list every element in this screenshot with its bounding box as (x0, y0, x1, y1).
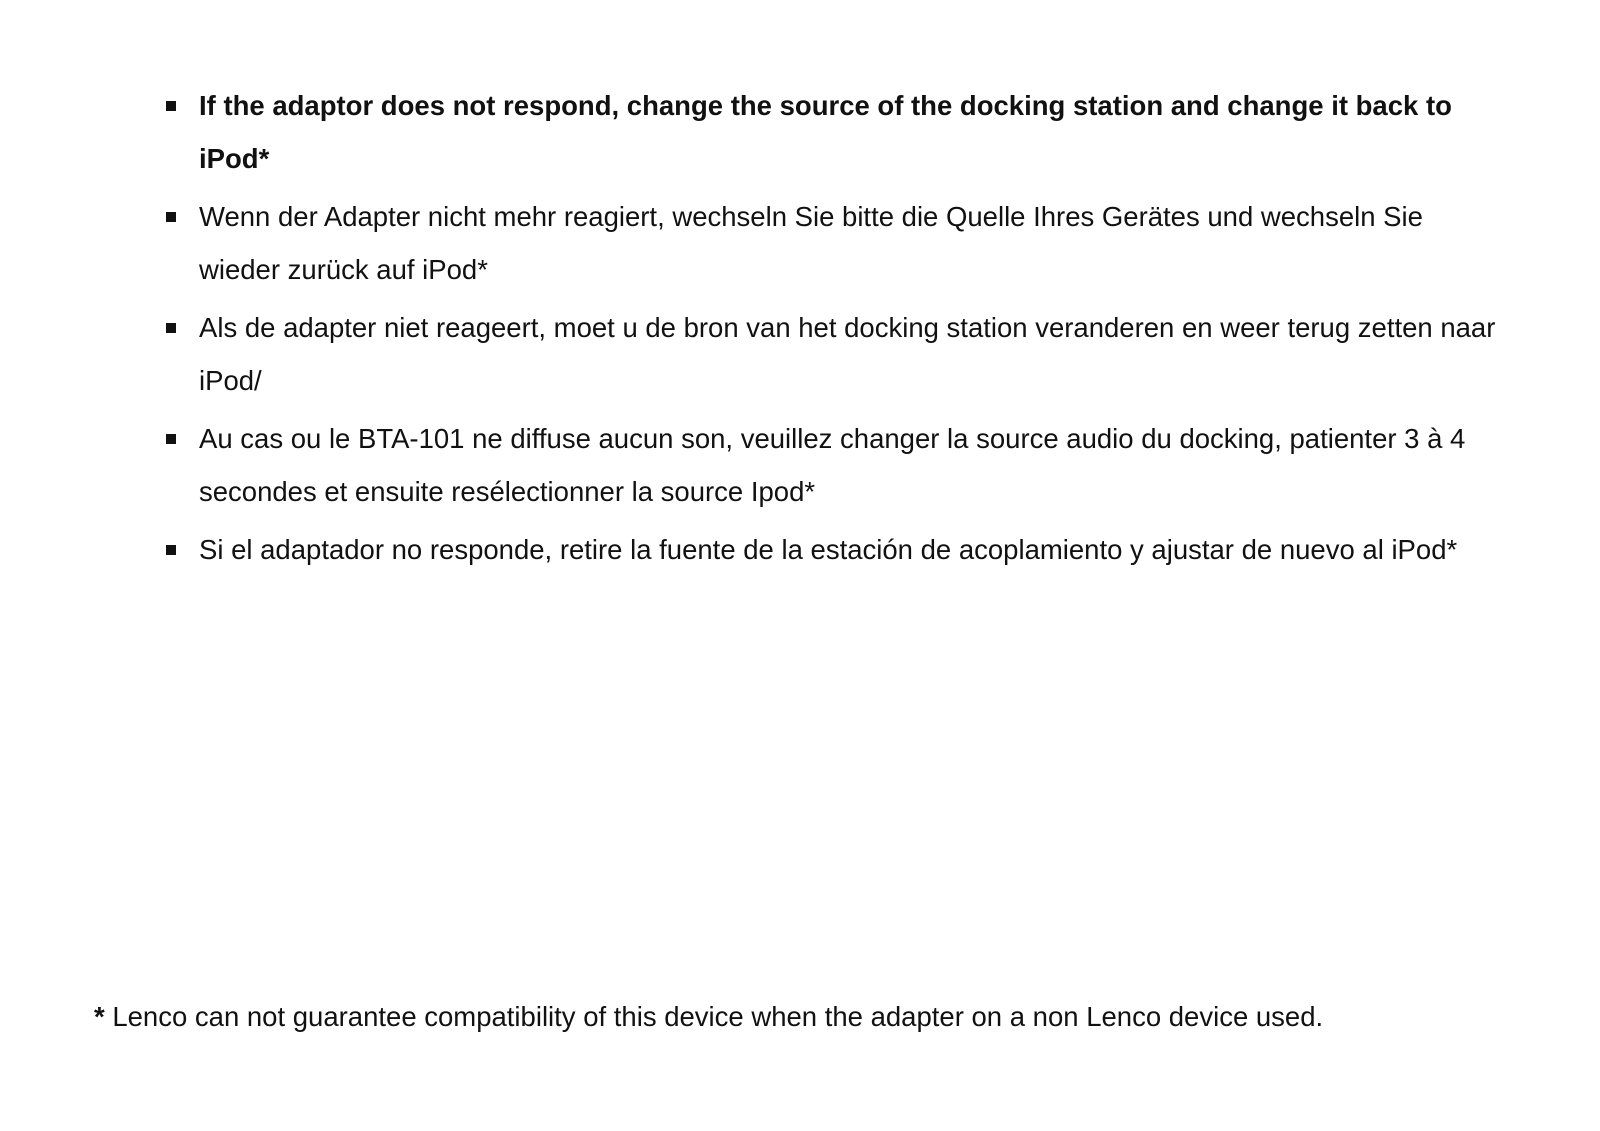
instruction-text-french: Au cas ou le BTA-101 ne diffuse aucun son, veuillez changer la source audio du docking, patienter 3 à 4 secondes et ensuite resélectionner la source Ipod* (199, 423, 1466, 507)
instruction-item-dutch (0, 301, 1509, 407)
square-bullet-icon (166, 323, 176, 333)
instruction-text-dutch: Als de adapter niet reageert, moet u de bron van het docking station veranderen en weer terug zetten naar iPod/ (199, 312, 1496, 396)
footnote-text: Lenco can not guarantee compatibility of this device when the adapter on a non Lenco device used. (104, 1001, 1324, 1032)
compatibility-footnote (94, 1000, 1323, 1034)
footnote-marker: * (94, 1001, 105, 1032)
square-bullet-icon (166, 101, 176, 111)
instruction-text-english: If the adaptor does not respond, change the source of the docking station and change it back to iPod* (199, 90, 1452, 174)
instruction-item-german (0, 190, 1509, 296)
square-bullet-icon (166, 434, 176, 444)
instruction-item-english (0, 79, 1509, 185)
instruction-text-german: Wenn der Adapter nicht mehr reagiert, wechseln Sie bitte die Quelle Ihres Gerätes und wechseln Sie wieder zurück auf iPod* (199, 201, 1423, 285)
instruction-list (0, 79, 1600, 581)
instruction-item-french (0, 412, 1509, 518)
square-bullet-icon (166, 212, 176, 222)
instruction-text-spanish: Si el adaptador no responde, retire la fuente de la estación de acoplamiento y ajustar de nuevo al iPod* (199, 534, 1458, 565)
instruction-item-spanish (0, 523, 1509, 576)
square-bullet-icon (166, 545, 176, 555)
